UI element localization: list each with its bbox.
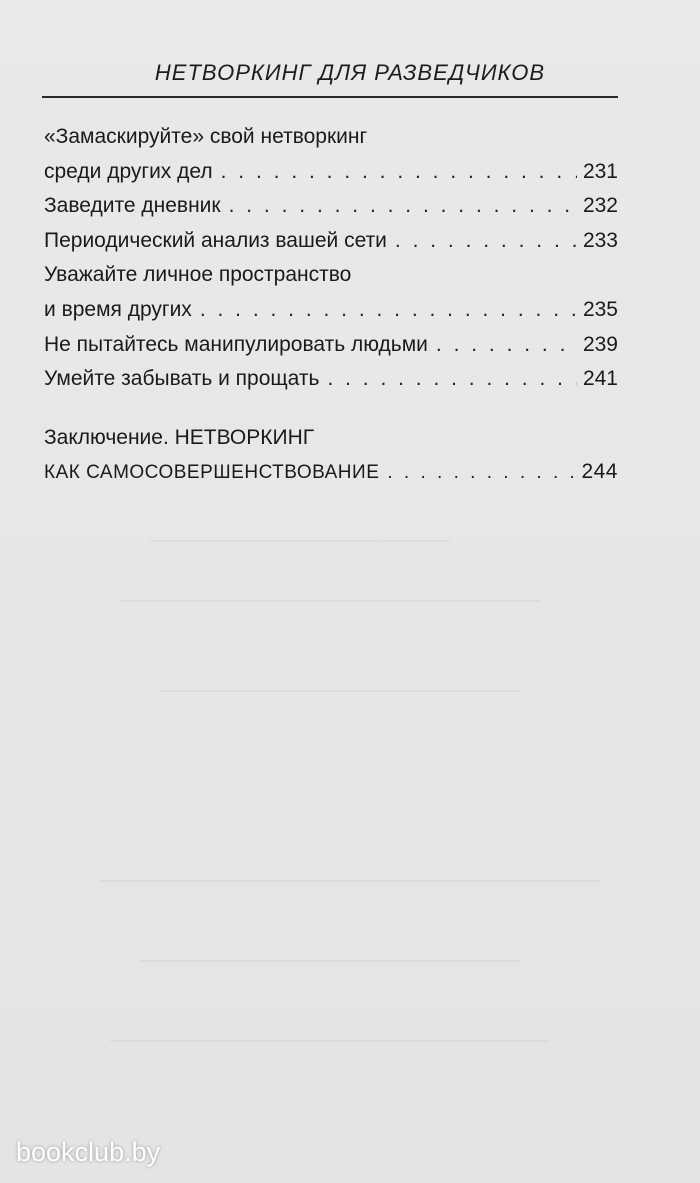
table-of-contents <box>44 120 618 490</box>
header-rule <box>42 96 618 98</box>
toc-entry-title: среди других дел <box>44 159 213 183</box>
toc-page-number: 235 <box>582 297 618 321</box>
toc-entry-title: и время других <box>44 297 192 321</box>
toc-entry-title: Периодический анализ вашей сети <box>44 228 387 252</box>
leader-dots <box>395 224 577 259</box>
leader-dots <box>436 328 577 363</box>
toc-entry-title: «Замаскируйте» свой нетворкинг <box>44 125 368 148</box>
leader-dots <box>221 155 577 190</box>
toc-conclusion-title: Заключение. НЕТВОРКИНГ <box>44 425 315 449</box>
toc-conclusion-title: КАК САМОСОВЕРШЕНСТВОВАНИЕ <box>44 462 380 484</box>
toc-page-number: 233 <box>582 228 618 252</box>
toc-entry-line <box>44 224 618 259</box>
running-header: НЕТВОРКИНГ ДЛЯ РАЗВЕДЧИКОВ <box>154 60 546 85</box>
toc-page-number: 241 <box>582 367 618 391</box>
leader-dots <box>200 293 577 328</box>
toc-entry-title: Не пытайтесь манипулировать людьми <box>44 332 428 356</box>
toc-entry-line <box>44 328 618 363</box>
toc-entry-line <box>44 293 618 328</box>
toc-page-number: 239 <box>582 332 618 356</box>
toc-entry-line <box>44 189 618 224</box>
show-through-line <box>100 880 600 882</box>
leader-dots <box>387 456 575 491</box>
show-through-line <box>140 960 520 962</box>
show-through-line <box>110 1040 550 1042</box>
show-through-line <box>120 600 540 602</box>
site-watermark: bookclub.by <box>16 1137 161 1167</box>
toc-entry-line <box>44 120 618 155</box>
toc-entry-title: Уважайте личное пространство <box>44 263 352 287</box>
toc-page-number: 231 <box>582 159 618 183</box>
toc-entry-line <box>44 258 618 293</box>
toc-entry-title: Заведите дневник <box>44 194 221 218</box>
toc-conclusion-line <box>44 421 618 456</box>
toc-entry-title: Умейте забывать и прощать <box>44 367 320 391</box>
toc-page-number: 232 <box>582 194 618 218</box>
show-through-line <box>160 690 520 692</box>
toc-entry-line <box>44 362 618 397</box>
toc-conclusion-line <box>44 455 618 490</box>
leader-dots <box>229 189 577 224</box>
toc-entry-line <box>44 155 618 190</box>
section-gap <box>44 397 618 421</box>
leader-dots <box>327 362 577 397</box>
toc-page-number: 244 <box>581 460 618 484</box>
show-through-line <box>150 540 450 542</box>
